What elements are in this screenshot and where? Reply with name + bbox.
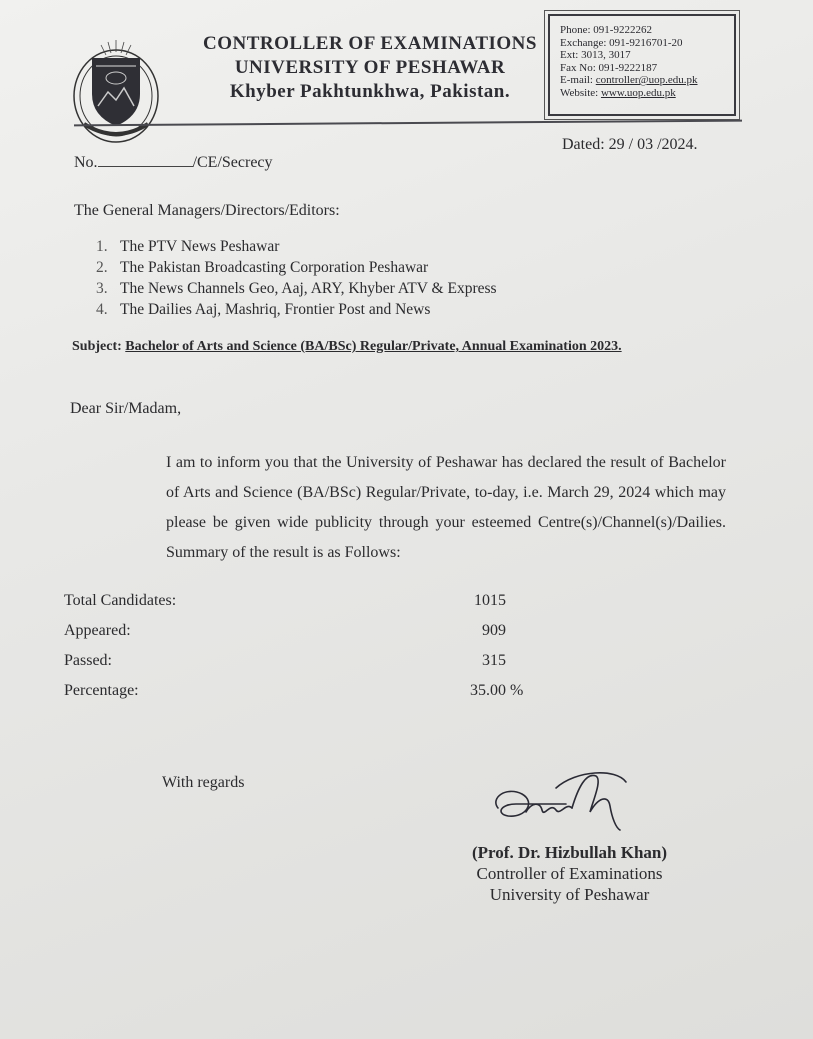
ref-no-suffix: /CE/Secrecy: [192, 154, 273, 171]
signatory-org: University of Peshawar: [489, 885, 650, 904]
website-label: Website:: [560, 86, 601, 99]
contact-ext: Ext: 3013, 3017: [560, 49, 631, 61]
signatory-title: Controller of Examinations: [476, 864, 663, 883]
reference-number: [74, 152, 273, 172]
summary-row-percentage: Percentage: 35.00 %: [64, 682, 524, 699]
contact-exchange: Exchange: 091-9216701-20: [560, 36, 683, 49]
email-link[interactable]: controller@uop.edu.pk: [595, 74, 698, 86]
subject-label: Subject:: [72, 339, 122, 354]
salutation: Dear Sir/Madam,: [70, 400, 182, 417]
header-divider: [74, 120, 742, 127]
header-line-1: CONTROLLER OF EXAMINATIONS: [203, 33, 537, 54]
signatory-name: (Prof. Dr. Hizbullah Khan): [472, 843, 668, 862]
recipients-list: [96, 236, 497, 320]
result-summary: [64, 592, 544, 712]
contact-website-row: [560, 87, 724, 100]
contact-box: [548, 14, 736, 116]
recipients-heading: The General Managers/Directors/Editors:: [74, 202, 340, 219]
header-line-2: UNIVERSITY OF PESHAWAR: [234, 57, 506, 78]
subject-text: Bachelor of Arts and Science (BA/BSc) Regular/Private, Annual Examination 2023.: [125, 339, 622, 354]
list-item: 4. The Dailies Aaj, Mashriq, Frontier Post and News: [96, 301, 431, 318]
contact-email-row: [560, 74, 724, 87]
website-link[interactable]: www.uop.edu.pk: [600, 86, 676, 99]
header-title: [200, 32, 540, 104]
signatory-block: [472, 842, 667, 905]
body-text: I am to inform you that the University of Peshawar has declared the result of Bachelor of Arts and Science (BA/BSc) Regular/Private, to-day, i.e. March 29, 2024 which may please be given wide publicity through your esteemed Centre(s)/Channel(s)/Dailies. Summary of the result is as Follows:: [166, 454, 726, 561]
list-item: 3. The News Channels Geo, Aaj, ARY, Khyber ATV & Express: [96, 280, 497, 297]
list-item: 1. The PTV News Peshawar: [96, 238, 280, 255]
summary-row-passed: Passed: 315: [64, 652, 506, 669]
signature-image: [486, 768, 636, 838]
summary-row-appeared: Appeared: 909: [64, 622, 506, 639]
summary-row-total: Total Candidates: 1015: [64, 592, 506, 609]
ref-no-label: No.: [74, 154, 98, 171]
contact-fax: Fax No: 091-9222187: [560, 61, 658, 74]
dated: Dated: 29 / 03 /2024.: [562, 136, 698, 153]
header-line-3: Khyber Pakhtunkhwa, Pakistan.: [229, 81, 511, 102]
list-item: 2. The Pakistan Broadcasting Corporation Peshawar: [96, 259, 429, 276]
email-label: E-mail:: [560, 74, 596, 86]
closing: With regards: [162, 774, 245, 791]
university-seal-icon: [70, 36, 162, 146]
subject-line: [72, 339, 622, 355]
contact-phone: Phone: 091-9222262: [560, 24, 652, 36]
ref-blank-line: [98, 152, 193, 167]
body-paragraph: [66, 448, 726, 568]
